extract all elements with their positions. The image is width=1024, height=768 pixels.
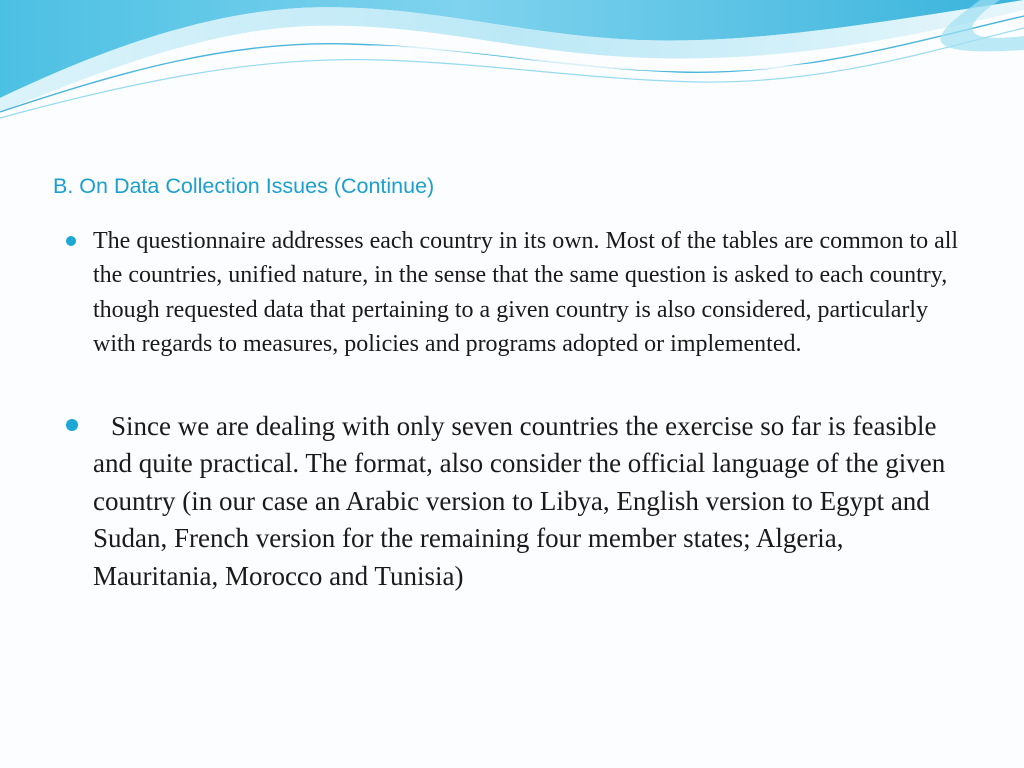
wave-header-decoration [0, 0, 1024, 130]
slide-title: B. On Data Collection Issues (Continue) [53, 174, 435, 198]
bullet-dot-icon [66, 419, 78, 431]
bullet-item [93, 408, 963, 595]
bullet-text: The questionnaire addresses each country in its own. Most of the tables are common to all the countries, unified nature, in the sense that the same question is asked to each country, though requested data that pertaining to a given country is also considered, particularly with regards to measures, policies and programs adopted or implemented. [93, 228, 959, 357]
bullet-text: Since we are dealing with only seven countries the exercise so far is feasible and quite practical. The format, also consider the official language of the given country (in our case an Arabic version to Libya, English version to Egypt and Sudan, French version for the remaining four member states; Algeria, Mauritania, Morocco and Tunisia) [93, 411, 946, 591]
bullet-item [93, 224, 973, 361]
bullet-dot-icon [66, 236, 76, 246]
